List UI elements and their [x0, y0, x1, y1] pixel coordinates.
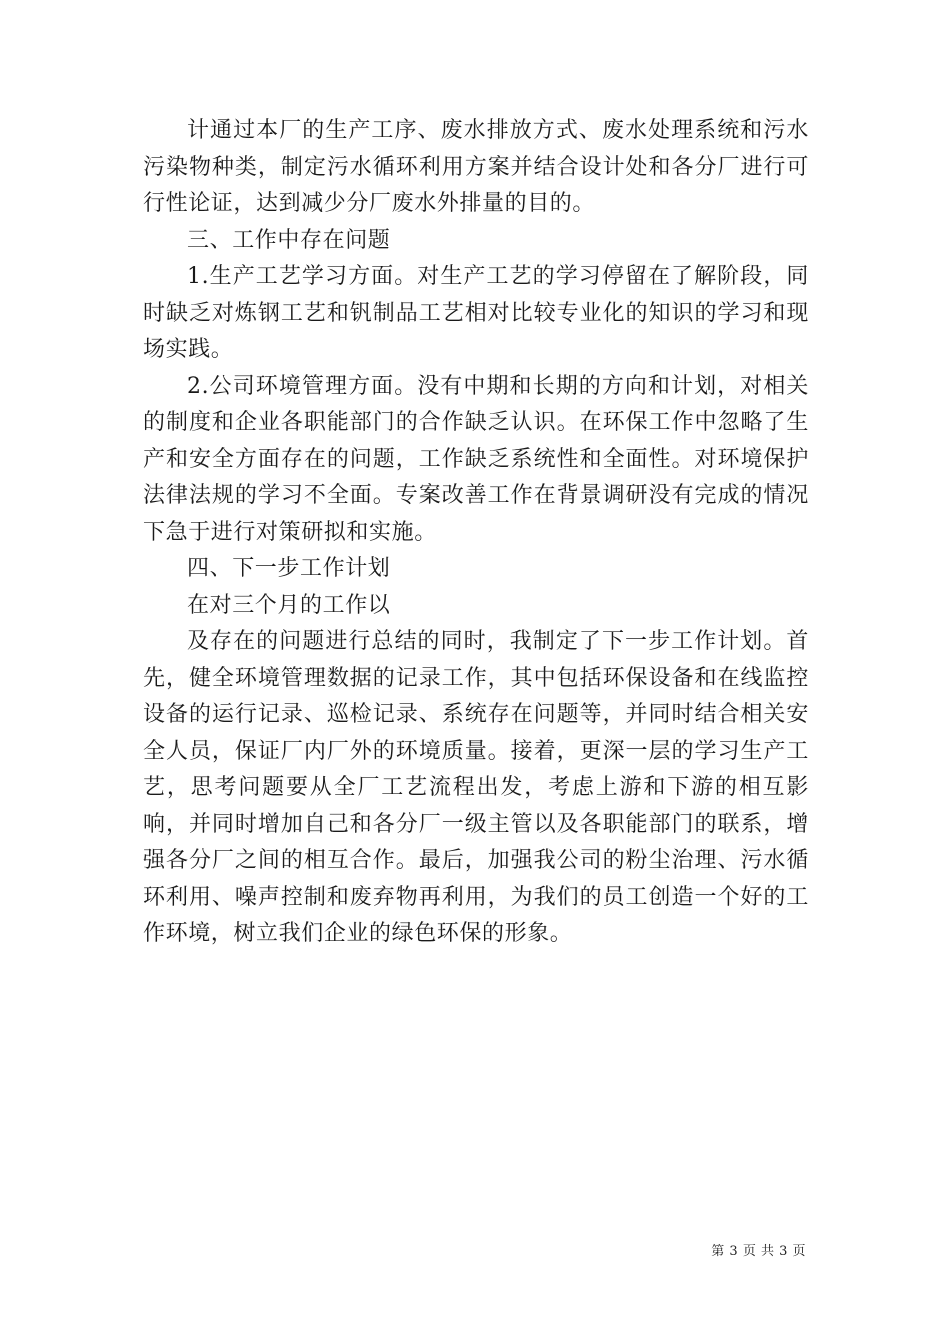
section-heading-problems: 三、工作中存在问题: [187, 227, 391, 253]
paragraph-problem-2: 2.公司环境管理方面。没有中期和长期的方向和计划，对相关的制度和企业各职能部门的合作缺乏认识。在环保工作中忽略了生产和安全方面存在的问题，工作缺乏系统性和全面性。对环境保护法律法规的学习不全面。专案改善工作在背景调研没有完成的情况下急于进行对策研拟和实施。: [143, 373, 809, 545]
paragraph-plan-lead: 在对三个月的工作以: [187, 592, 391, 618]
paragraph-plan-body: 及存在的问题进行总结的同时，我制定了下一步工作计划。首先，健全环境管理数据的记录工作，其中包括环保设备和在线监控设备的运行记录、巡检记录、系统存在问题等，并同时结合相关安全人员，保证厂内厂外的环境质量。接着，更深一层的学习生产工艺，思考问题要从全厂工艺流程出发，考虑上游和下游的相互影响，并同时增加自己和各分厂一级主管以及各职能部门的联系，增强各分厂之间的相互合作。最后，加强我公司的粉尘治理、污水循环利用、噪声控制和废弃物再利用，为我们的员工创造一个好的工作环境，树立我们企业的绿色环保的形象。: [143, 629, 809, 946]
section-heading-next-plan: 四、下一步工作计划: [187, 556, 391, 581]
paragraph-problem-1: 1.生产工艺学习方面。对生产工艺的学习停留在了解阶段，同时缺乏对炼钢工艺和钒制品工艺相对比较专业化的知识的学习和现场实践。: [143, 264, 809, 362]
document-body: [143, 113, 809, 953]
page-number-footer: 第 3 页 共 3 页: [711, 1244, 806, 1259]
paragraph-intro: 计通过本厂的生产工序、废水排放方式、废水处理系统和污水污染物种类，制定污水循环利用方案并结合设计处和各分厂进行可行性论证，达到减少分厂废水外排量的目的。: [143, 118, 809, 216]
